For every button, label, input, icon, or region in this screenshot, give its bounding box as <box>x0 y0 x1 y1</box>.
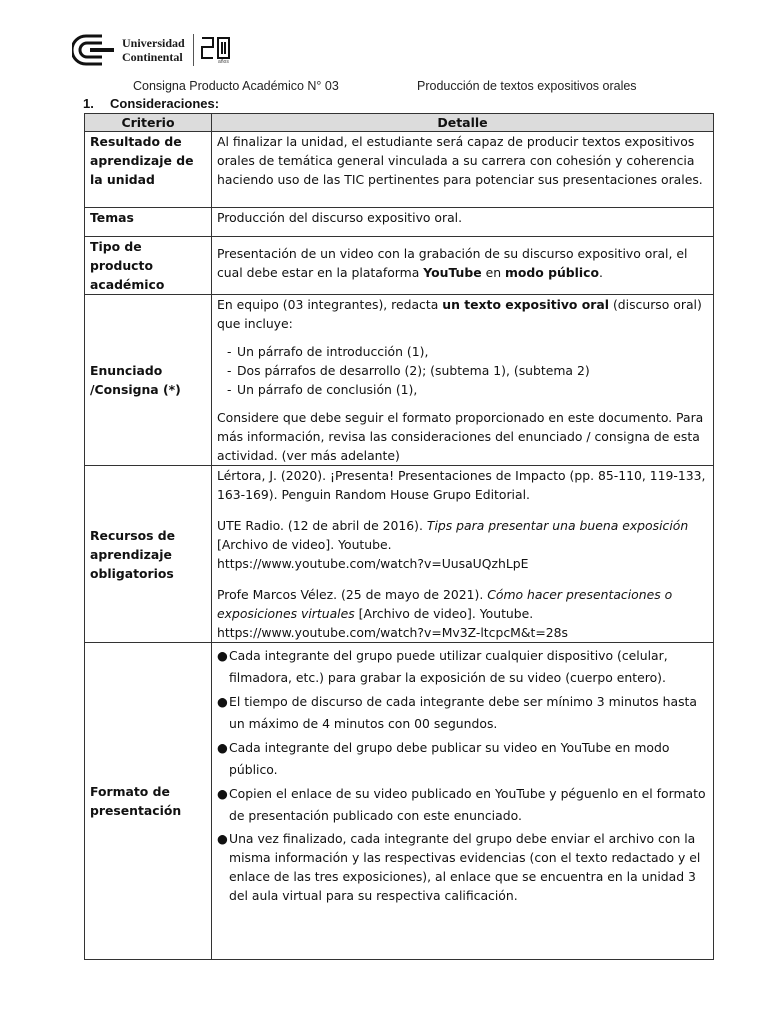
criterio-line: obligatorios <box>90 565 174 581</box>
logo-divider <box>193 34 194 66</box>
reference-3-link[interactable]: https://www.youtube.com/watch?v=Mv3Z-ltcpcM&t=28s <box>217 625 568 640</box>
bullet-icon: ● <box>217 740 228 755</box>
table-row-resultado <box>85 132 714 208</box>
criterio-line: producto <box>90 258 153 273</box>
reference-3 <box>217 585 708 642</box>
detalle-enunciado <box>212 295 714 466</box>
list-item: - Un párrafo de introducción (1), <box>227 342 708 361</box>
document-header <box>72 30 372 70</box>
detalle-formato <box>212 643 714 960</box>
criterio-recursos <box>85 466 212 643</box>
list-item <box>217 645 708 689</box>
detalle-text: . <box>599 265 603 280</box>
section-title: Consideraciones: <box>110 96 220 111</box>
list-item: - Dos párrafos de desarrollo (2); (subtema 1), (subtema 2) <box>227 361 708 380</box>
table-row-tipo <box>85 237 714 295</box>
bullet-icon: ● <box>217 648 228 663</box>
reference-1: Lértora, J. (2020). ¡Presenta! Presentaciones de Impacto (pp. 85-110, 119-133, 163-169). Penguin Random House Grupo Editorial. <box>217 468 706 502</box>
column-header-detalle: Detalle <box>212 114 714 132</box>
bullet-icon: ● <box>217 831 228 846</box>
table-row-enunciado <box>85 295 714 466</box>
enunciado-intro: (discurso oral) que incluye: <box>217 297 702 331</box>
reference-2-link[interactable]: https://www.youtube.com/watch?v=UusaUQzhLpE <box>217 556 529 571</box>
enunciado-intro-bold: un texto expositivo oral <box>442 297 609 312</box>
list-item-text: Una vez finalizado, cada integrante del grupo debe enviar el archivo con la misma información y las respectivas evidencias (con el texto redactado y el enlace de las tres exposiciones), al enlace que se encuentra en la unidad 3 del aula virtual para su respectiva calificación. <box>229 831 701 903</box>
list-item-text: Cada integrante del grupo puede utilizar cualquier dispositivo (celular, filmadora, etc.) para grabar la exposición de su video (cuerpo entero). <box>229 648 668 685</box>
considerations-table <box>84 113 714 960</box>
criterio-line: Tipo de <box>90 239 142 254</box>
section-number: 1. <box>83 96 94 111</box>
reference-title: Tips para presentar una buena exposición <box>426 518 689 533</box>
university-name-line2: Continental <box>122 50 183 64</box>
table-row-temas <box>85 208 714 237</box>
table-header-row <box>85 114 714 132</box>
reference-2 <box>217 516 708 573</box>
document-subtitle: Producción de textos expositivos orales <box>417 79 637 93</box>
criterio-line: aprendizaje <box>90 546 172 562</box>
detalle-tipo <box>212 237 714 295</box>
enunciado-note: Considere que debe seguir el formato proporcionado en este documento. Para más información, revisa las consideraciones del enunciado / consigna de esta actividad. (ver más adelante) <box>217 410 704 463</box>
criterio-line: presentación <box>90 803 182 818</box>
university-name <box>122 36 185 64</box>
criterio-line: la unidad <box>90 172 155 187</box>
detalle-bold-modo-publico: modo público <box>505 265 600 280</box>
reference-text: [Archivo de video]. Youtube. <box>217 537 392 552</box>
criterio-resultado <box>85 132 212 208</box>
reference-text: Profe Marcos Vélez. (25 de mayo de 2021). <box>217 587 488 602</box>
enunciado-list <box>227 342 708 399</box>
criterio-temas: Temas <box>85 208 212 237</box>
criterio-formato <box>85 643 212 960</box>
detalle-resultado: Al finalizar la unidad, el estudiante será capaz de producir textos expositivos orales de temática general vinculada a su carrera con cohesión y coherencia haciendo uso de las TIC pertinentes para potenciar sus presentaciones orales. <box>212 132 714 208</box>
detalle-temas: Producción del discurso expositivo oral. <box>212 208 714 237</box>
list-item-text: El tiempo de discurso de cada integrante debe ser mínimo 3 minutos hasta un máximo de 4 minutos con 00 segundos. <box>229 694 697 731</box>
reference-text: UTE Radio. (12 de abril de 2016). <box>217 518 427 533</box>
document-title: Consigna Producto Académico N° 03 <box>133 79 339 93</box>
university-name-line1: Universidad <box>122 36 185 50</box>
bullet-icon: ● <box>217 786 228 801</box>
list-item <box>217 829 708 905</box>
detalle-recursos <box>212 466 714 643</box>
section-heading <box>83 96 219 111</box>
criterio-line: /Consigna (*) <box>90 382 181 397</box>
anniversary-caption: años <box>218 59 229 65</box>
criterio-line: aprendizaje de <box>90 153 194 168</box>
criterio-line: académico <box>90 277 165 292</box>
reference-title: Cómo hacer presentaciones o exposiciones virtuales <box>217 587 673 621</box>
criterio-enunciado <box>85 295 212 466</box>
criterio-line: Resultado de <box>90 134 182 149</box>
table-row-recursos <box>85 466 714 643</box>
list-item-text: Cada integrante del grupo debe publicar su video en YouTube en modo público. <box>229 740 670 777</box>
criterio-line: Recursos de <box>90 527 176 543</box>
detalle-text: en <box>481 265 505 280</box>
criterio-line: Formato de <box>90 784 170 799</box>
list-item <box>217 691 708 735</box>
list-item <box>217 783 708 827</box>
university-logo-icon <box>72 32 116 68</box>
detalle-text: Presentación de un video con la grabación de su discurso expositivo oral, el cual debe estar en la plataforma <box>217 246 688 280</box>
criterio-line: Enunciado <box>90 363 163 378</box>
enunciado-intro: En equipo (03 integrantes), redacta <box>217 297 443 312</box>
column-header-criterio: Criterio <box>85 114 212 132</box>
list-item-text: Copien el enlace de su video publicado en YouTube y péguenlo en el formato de presentación publicado con este enunciado. <box>229 786 706 823</box>
table-row-formato <box>85 643 714 960</box>
detalle-bold-youtube: YouTube <box>423 265 482 280</box>
list-item: - Un párrafo de conclusión (1), <box>227 380 708 399</box>
criterio-tipo <box>85 237 212 295</box>
reference-text: [Archivo de video]. Youtube. <box>354 606 534 621</box>
bullet-icon: ● <box>217 694 228 709</box>
list-item <box>217 737 708 781</box>
